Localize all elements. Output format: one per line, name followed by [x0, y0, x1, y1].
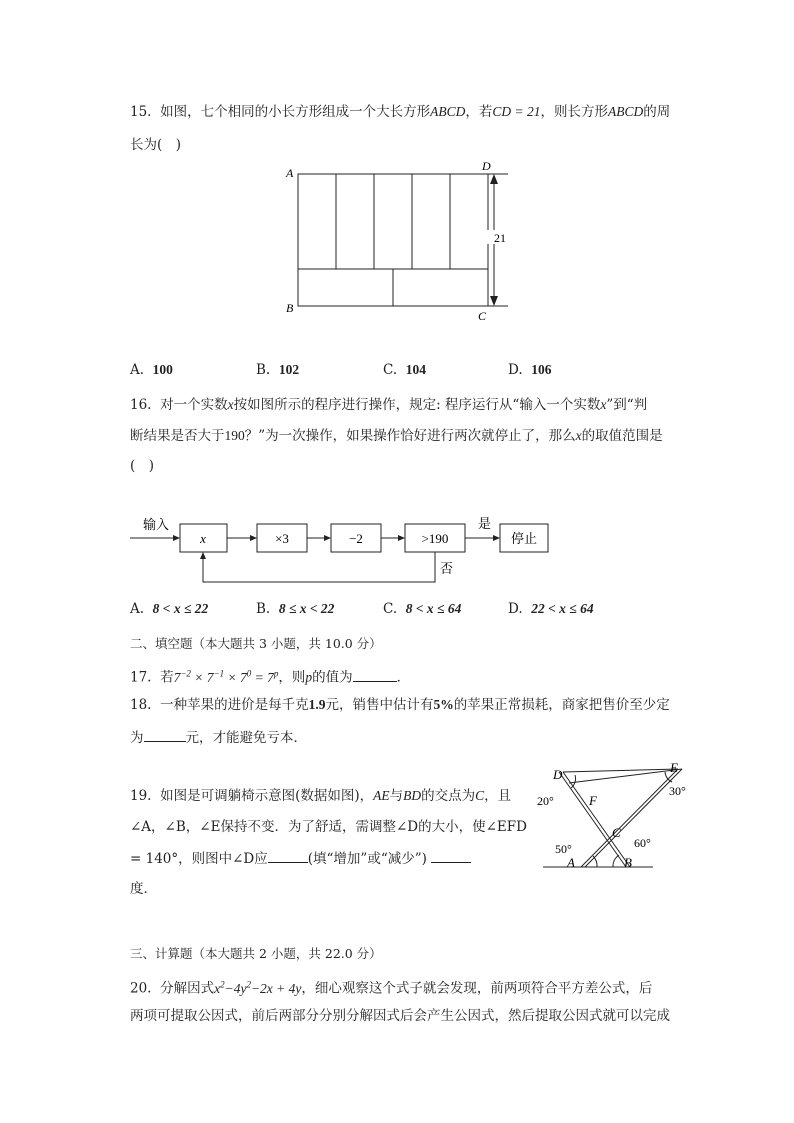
q19-label-c: C [612, 825, 621, 840]
q19-angle-60: 60° [634, 836, 651, 850]
flow-no-label: 否 [440, 561, 454, 576]
q19-number: 19. [130, 788, 152, 804]
q19-answer-blank-2[interactable] [431, 848, 471, 863]
q19-label-e: E [670, 760, 678, 775]
q15-number: 15. [130, 104, 152, 120]
q15-line2: 长为( ) [130, 137, 182, 153]
q19-figure [535, 755, 705, 875]
flow-input-label: 输入 [143, 517, 170, 532]
q15-label-d: D [482, 159, 491, 173]
flow-box-minus2: −2 [349, 531, 363, 546]
q20-line2: 两项可提取公因式，前后两部分分别分解因式后会产生公因式，然后提取公因式就可以完成 [130, 1008, 670, 1024]
q15-label-a: A [286, 166, 294, 180]
q20-number: 20. [130, 980, 152, 997]
q19-label-f: F [589, 793, 597, 808]
q15-label-b: B [286, 301, 294, 315]
q15-dim-21: 21 [494, 231, 506, 245]
q19-answer-blank-1[interactable] [268, 848, 308, 863]
flow-box-times3: ×3 [275, 531, 289, 546]
q19-angle-50: 50° [555, 842, 572, 856]
q16-flowchart [125, 510, 565, 590]
q17-line: 17. 若$7^{-2} \times 7^{-1} \times 7^0 = 7^p$，则p的值为 ． [130, 668, 411, 686]
q15-option-c: C. 104 [383, 362, 426, 378]
q16-option-c: C. 8 < x ≤ 64 [383, 601, 462, 617]
q19-line4: 度． [130, 881, 157, 897]
flow-box-stop: 停止 [510, 531, 538, 546]
q15-option-d: D. 106 [508, 362, 552, 378]
q16-number: 16. [130, 397, 152, 413]
q15-option-b: B. 102 [256, 362, 300, 378]
q15-figure [280, 158, 520, 323]
q15-line1: 15. 如图，七个相同的小长方形组成一个大长方形ABCD，若CD = 21，则长方形ABCD的周 [130, 104, 671, 120]
section-2-heading: 二、填空题（本大题共 3 小题，共 10.0 分） [130, 636, 382, 651]
q19-angle-20: 20° [537, 794, 554, 808]
q18-line1: 18. 一种苹果的进价是每千克1.9元，销售中估计有5%的苹果正常损耗，商家把售价至少定 [130, 697, 670, 713]
section-3-heading: 三、计算题（本大题共 2 小题，共 22.0 分） [130, 946, 382, 961]
q19-angle-30: 30° [669, 784, 686, 798]
q20-line1: 20. 分解因式$x^2-4y^2-2x + 4y$，细心观察这个式子就会发现，前两项符合平方差公式，后 [130, 979, 653, 997]
q17-answer-blank[interactable] [353, 667, 397, 682]
q19-line2: ∠A，∠B，∠E保持不变．为了舒适，需调整∠D的大小，使∠EFD [130, 819, 527, 835]
q19-line3: = 140°，则图中∠D应 (填“增加”或“减少”) [130, 848, 471, 868]
q16-line3: ( ) [130, 458, 155, 474]
q19-label-a: A [567, 855, 575, 870]
q16-line2: 断结果是否大于190？”为一次操作，如果操作恰好进行两次就停止了，那么x的取值范围是 [130, 428, 663, 444]
flow-box-gt190: >190 [421, 531, 449, 546]
q15-option-a: A. 100 [130, 362, 173, 378]
q17-number: 17. [130, 669, 152, 686]
q16-option-b: B. 8 ≤ x < 22 [256, 601, 335, 617]
q19-line1: 19. 如图是可调躺椅示意图(数据如图)，AE与BD的交点为C，且 [130, 788, 512, 804]
q19-label-d: D [553, 767, 563, 782]
q16-option-d: D. 22 < x ≤ 64 [508, 601, 594, 617]
q19-label-b: B [624, 855, 632, 870]
q16-line1: 16. 对一个实数x按如图所示的程序进行操作，规定: 程序运行从“输入一个实数x”到“判 [130, 397, 648, 413]
flow-box-x: x [200, 531, 206, 546]
q18-answer-blank[interactable] [144, 727, 186, 742]
q15-label-c: C [478, 309, 487, 323]
q18-line2: 为 元，才能避免亏本． [130, 727, 307, 747]
q18-number: 18. [130, 697, 152, 713]
flow-yes-label: 是 [478, 516, 492, 531]
q16-option-a: A. 8 < x ≤ 22 [130, 601, 209, 617]
